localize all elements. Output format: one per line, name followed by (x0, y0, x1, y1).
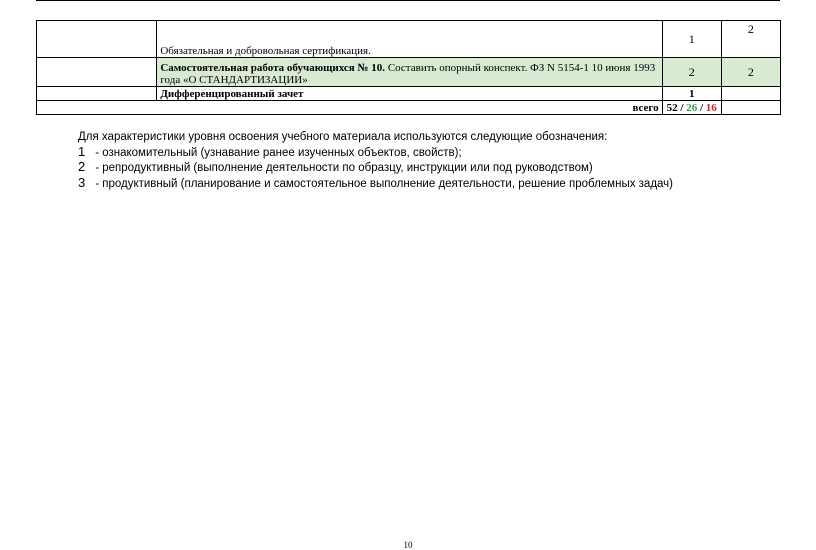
total-value-red: 16 (705, 102, 717, 114)
topic-cell (157, 21, 662, 58)
legend-item (78, 176, 673, 192)
level-cell: 2 (721, 21, 780, 58)
legend-item (78, 160, 673, 176)
table-row (37, 21, 781, 58)
topic-cell (157, 58, 662, 87)
total-hours (662, 101, 721, 115)
total-separator: / (677, 102, 687, 114)
page-top-border (36, 0, 780, 1)
level-legend (78, 131, 673, 191)
section-cell (37, 21, 157, 58)
page-number: 10 (403, 540, 413, 550)
hours-cell: 1 (662, 87, 721, 101)
legend-number: 2 (78, 159, 86, 174)
table-row (37, 58, 781, 87)
topic-bold-text: Дифференцированный зачет (160, 88, 304, 100)
topic-text: Составить опорный конспект. ФЗ N 5154-1 10 июня 1993 года «О СТАНДАРТИЗАЦИИ» (160, 62, 656, 86)
total-label: всего (37, 101, 663, 115)
level-cell (721, 87, 780, 101)
topic-text: Обязательная и добровольная сертификация. (160, 45, 371, 57)
legend-number: 3 (78, 174, 86, 190)
section-cell (37, 87, 157, 101)
legend-text: - репродуктивный (выполнение деятельности по образцу, инструкции или под руководством) (92, 162, 593, 174)
curriculum-table (36, 20, 781, 115)
total-value-green: 26 (686, 102, 698, 114)
level-cell: 2 (721, 58, 780, 87)
total-row (37, 101, 781, 115)
total-separator: / (697, 102, 706, 114)
total-value-all: 52 (666, 102, 678, 114)
section-cell (37, 58, 157, 87)
legend-number: 1 (78, 143, 86, 159)
hours-cell: 2 (662, 58, 721, 87)
topic-cell (157, 87, 662, 101)
legend-intro: Для характеристики уровня освоения учебного материала используются следующие обозначения: (78, 131, 608, 143)
total-level-cell (721, 101, 780, 115)
legend-item (78, 145, 673, 161)
legend-text: - продуктивный (планирование и самостоятельное выполнение деятельности, решение проблемных задач) (92, 177, 673, 190)
topic-bold-text: Самостоятельная работа обучающихся № 10. (160, 62, 386, 74)
hours-cell: 1 (662, 21, 721, 58)
table-row (37, 87, 781, 101)
legend-text: - ознакомительный (узнавание ранее изученных объектов, свойств); (92, 146, 462, 159)
